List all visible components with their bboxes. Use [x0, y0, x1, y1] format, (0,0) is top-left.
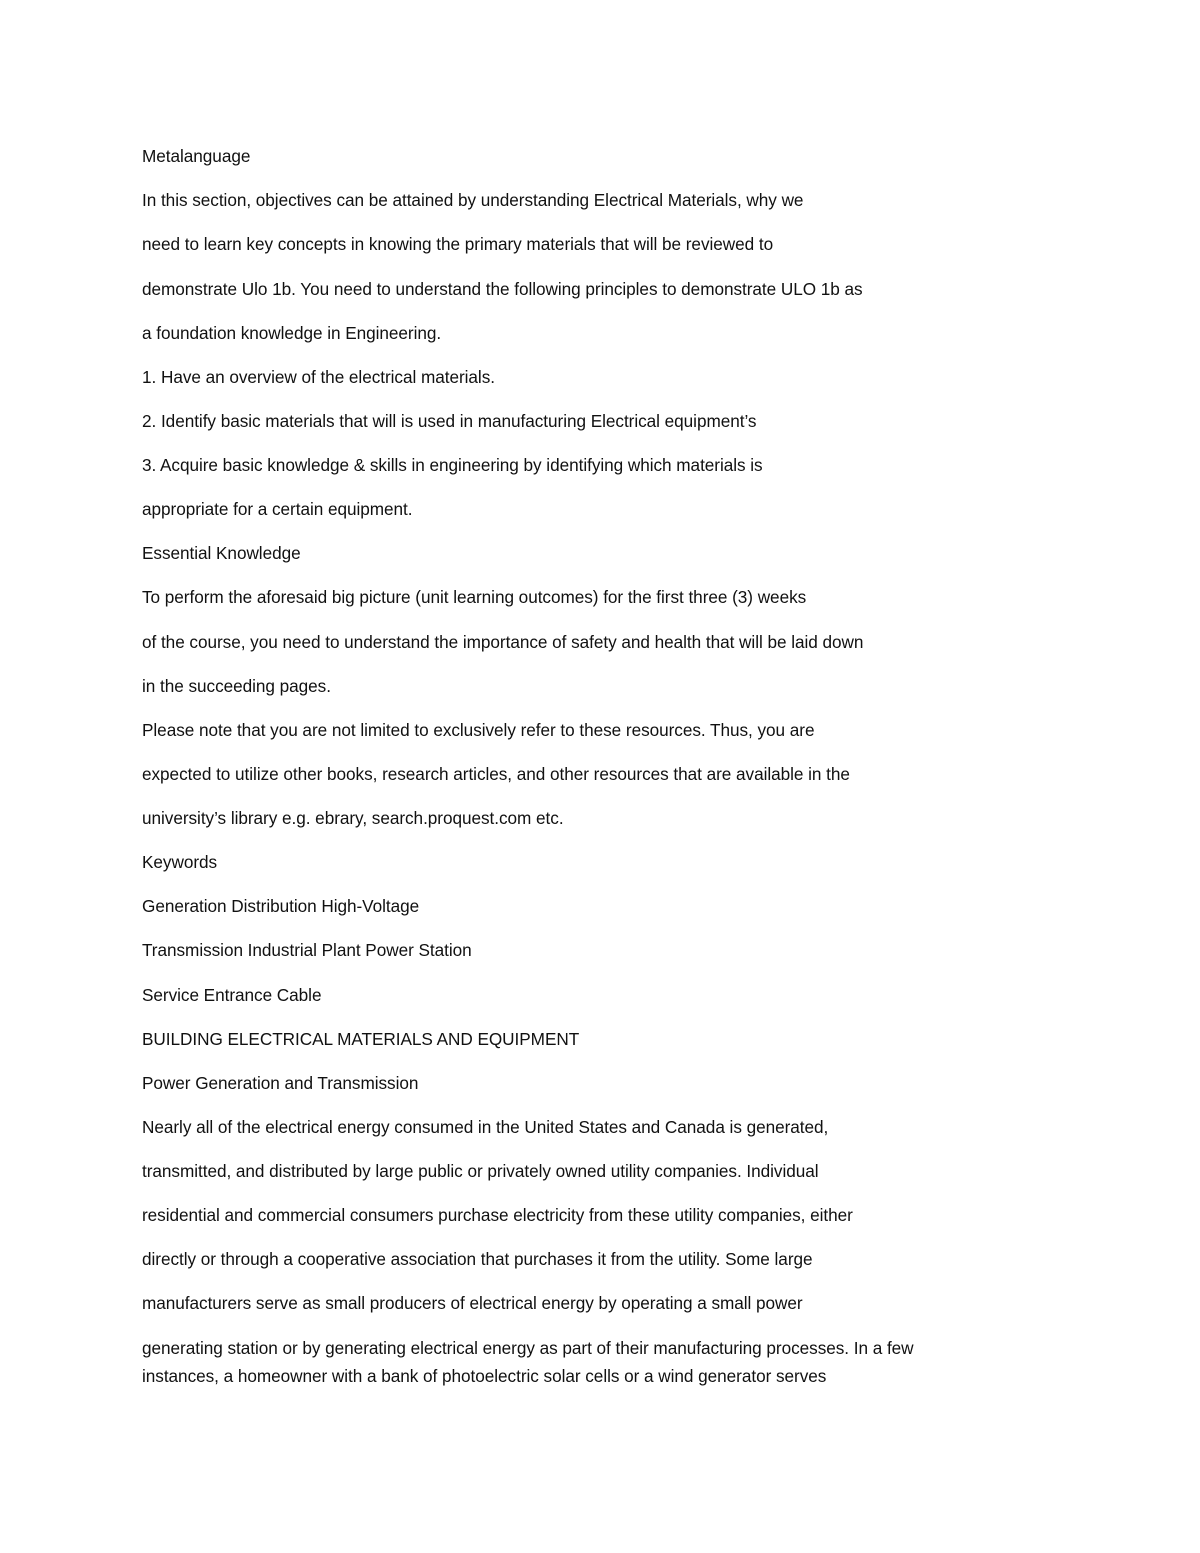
text-line: residential and commercial consumers purchase electricity from these utility companies, either — [142, 1205, 853, 1225]
text-line: need to learn key concepts in knowing the primary materials that will be reviewed to — [142, 234, 774, 254]
heading-keywords: Keywords — [142, 852, 218, 872]
subsection-title: Power Generation and Transmission — [142, 1073, 419, 1093]
text-line: transmitted, and distributed by large public or privately owned utility companies. Individual — [142, 1161, 819, 1181]
text-line: directly or through a cooperative association that purchases it from the utility. Some large — [142, 1249, 813, 1269]
text-line: In this section, objectives can be attained by understanding Electrical Materials, why we — [142, 190, 804, 210]
text-line: instances, a homeowner with a bank of photoelectric solar cells or a wind generator serves — [142, 1366, 827, 1386]
list-item: 3. Acquire basic knowledge & skills in engineering by identifying which materials is — [142, 455, 763, 475]
section-title: BUILDING ELECTRICAL MATERIALS AND EQUIPMENT — [142, 1029, 580, 1049]
text-line: a foundation knowledge in Engineering. — [142, 323, 442, 343]
list-item: 1. Have an overview of the electrical materials. — [142, 367, 495, 387]
text-line: appropriate for a certain equipment. — [142, 499, 413, 519]
keywords-line: Transmission Industrial Plant Power Station — [142, 940, 472, 960]
text-line: university’s library e.g. ebrary, search.proquest.com etc. — [142, 808, 564, 828]
list-item: 2. Identify basic materials that will is used in manufacturing Electrical equipment’s — [142, 411, 757, 431]
text-line: expected to utilize other books, research articles, and other resources that are available in the — [142, 764, 850, 784]
text-line: generating station or by generating electrical energy as part of their manufacturing processes. In a few — [142, 1338, 914, 1358]
heading-essential-knowledge: Essential Knowledge — [142, 543, 301, 563]
text-line: Please note that you are not limited to exclusively refer to these resources. Thus, you are — [142, 720, 815, 740]
text-line: demonstrate Ulo 1b. You need to understand the following principles to demonstrate ULO 1b as — [142, 279, 863, 299]
text-line: manufacturers serve as small producers of electrical energy by operating a small power — [142, 1293, 803, 1313]
text-line: in the succeeding pages. — [142, 676, 331, 696]
text-line: To perform the aforesaid big picture (unit learning outcomes) for the first three (3) weeks — [142, 587, 807, 607]
text-line: Nearly all of the electrical energy consumed in the United States and Canada is generated, — [142, 1117, 829, 1137]
heading-metalanguage: Metalanguage — [142, 146, 251, 166]
keywords-line: Service Entrance Cable — [142, 985, 322, 1005]
text-line: of the course, you need to understand the importance of safety and health that will be laid down — [142, 632, 864, 652]
keywords-line: Generation Distribution High-Voltage — [142, 896, 420, 916]
